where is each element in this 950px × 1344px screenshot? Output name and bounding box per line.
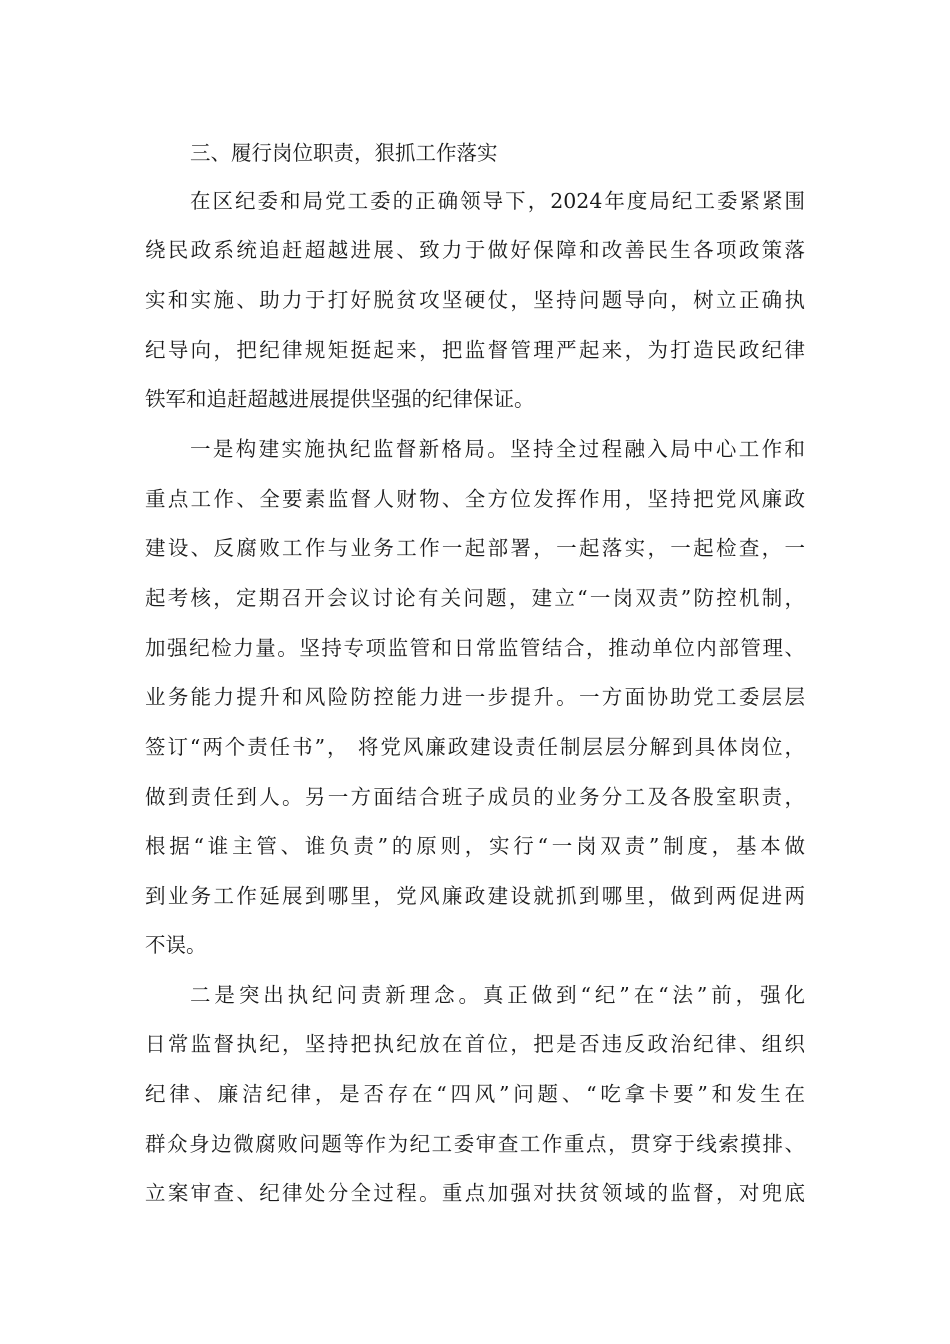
paragraph-line: 在区纪委和局党工委的正确领导下，2024年度局纪工委紧紧围 <box>190 189 805 213</box>
paragraph-line: 到业务工作延展到哪里，党风廉政建设就抓到哪里，做到两促进两 <box>145 884 805 908</box>
paragraph-line: 实和实施、助力于打好脱贫攻坚硬仗，坚持问题导向，树立正确执 <box>145 288 805 312</box>
paragraph-line: 签订“两个责任书”， 将党风廉政建设责任制层层分解到具体岗位， <box>145 735 805 759</box>
paragraph-line: 二是突出执纪问责新理念。真正做到“纪”在“法”前，强化 <box>190 983 805 1007</box>
paragraph-line: 建设、反腐败工作与业务工作一起部署，一起落实，一起检查，一 <box>145 536 805 560</box>
paragraph-line: 立案审查、纪律处分全过程。重点加强对扶贫领域的监督，对兜底 <box>145 1181 805 1205</box>
paragraph-line: 纪导向，把纪律规矩挺起来，把监督管理严起来，为打造民政纪律 <box>145 338 805 362</box>
section-heading: 三、履行岗位职责，狠抓工作落实 <box>190 141 498 165</box>
paragraph-line: 群众身边微腐败问题等作为纪工委审查工作重点，贯穿于线索摸排、 <box>145 1132 805 1156</box>
paragraph-line: 铁军和追赶超越进展提供坚强的纪律保证。 <box>145 387 535 411</box>
paragraph-line: 做到责任到人。另一方面结合班子成员的业务分工及各股室职责， <box>145 785 805 809</box>
paragraph-line: 纪律、廉洁纪律，是否存在“四风”问题、“吃拿卡要”和发生在 <box>145 1082 805 1106</box>
paragraph-line: 加强纪检力量。坚持专项监管和日常监管结合，推动单位内部管理、 <box>145 636 805 660</box>
paragraph-line: 业务能力提升和风险防控能力进一步提升。一方面协助党工委层层 <box>145 685 805 709</box>
paragraph-line: 日常监督执纪，坚持把执纪放在首位，把是否违反政治纪律、组织 <box>145 1032 805 1056</box>
paragraph-line: 绕民政系统追赶超越进展、致力于做好保障和改善民生各项政策落 <box>145 238 805 262</box>
paragraph-line: 一是构建实施执纪监督新格局。坚持全过程融入局中心工作和 <box>190 437 805 461</box>
paragraph-line: 不误。 <box>145 933 207 957</box>
paragraph-line: 重点工作、全要素监督人财物、全方位发挥作用，坚持把党风廉政 <box>145 487 805 511</box>
paragraph-line: 起考核，定期召开会议讨论有关问题，建立“一岗双责”防控机制， <box>145 586 805 610</box>
paragraph-line: 根据“谁主管、谁负责”的原则，实行“一岗双责”制度，基本做 <box>145 834 805 858</box>
